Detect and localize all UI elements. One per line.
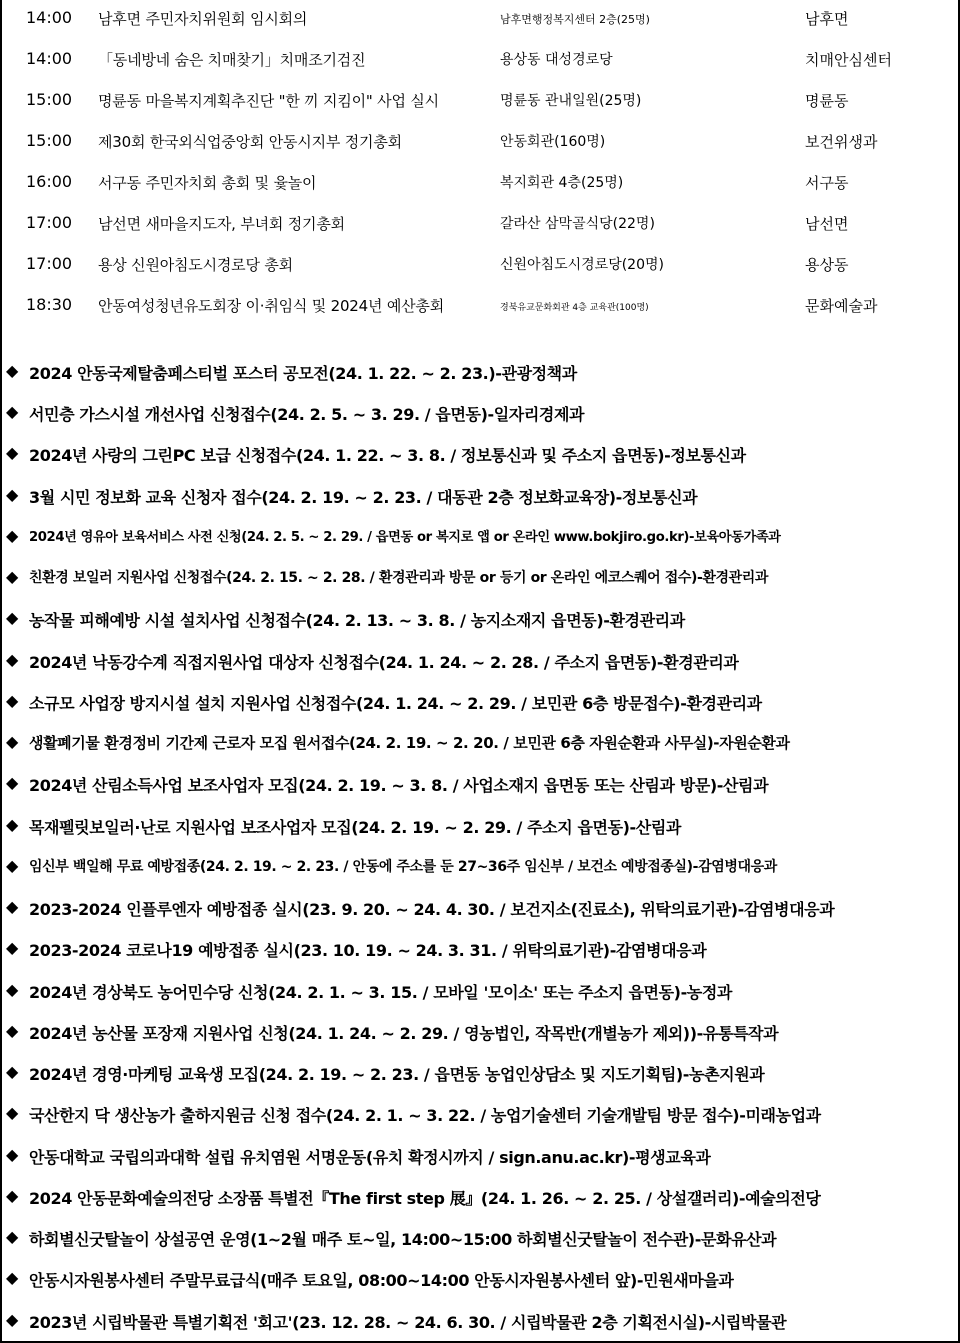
notice-text: 3월 시민 정보화 교육 신청자 접수(24. 2. 19. ~ 2. 23. / 대동관 2층 정보화교육장)-정보통신과 xyxy=(29,488,698,507)
notice-item xyxy=(6,433,956,474)
notice-text: 안동시자원봉사센터 주말무료급식(매주 토요일, 08:00~14:00 안동시자원봉사센터 앞)-민원새마을과 xyxy=(29,1271,734,1290)
schedule-place: 갈라산 삼막골식당(22명) xyxy=(500,216,655,232)
schedule-time: 14:00 xyxy=(26,8,73,27)
notice-text: 2024년 농산물 포장재 지원사업 신청(24. 1. 24. ~ 2. 29. / 영농법인, 작목반(개별농가 제외))-유통특작과 xyxy=(29,1024,779,1043)
schedule-place: 용상동 대성경로당 xyxy=(500,52,613,68)
schedule-row xyxy=(0,164,960,205)
diamond-bullet-icon: ◆ xyxy=(6,1186,19,1205)
notice-text: 2024년 영유아 보육서비스 사전 신청(24. 2. 5. ~ 2. 29. / 읍면동 or 복지로 앱 or 온라인 www.bokjiro.go.kr)-보육아동가족과 xyxy=(29,530,781,545)
schedule-time: 15:00 xyxy=(26,90,73,109)
schedule-place: 경북유교문화회관 4층 교육관(100명) xyxy=(500,303,649,313)
schedule-place: 복지회관 4층(25명) xyxy=(500,175,624,191)
notice-item xyxy=(6,392,956,433)
schedule-row xyxy=(0,123,960,164)
schedule-dept: 남선면 xyxy=(805,215,849,233)
diamond-bullet-icon: ◆ xyxy=(6,1062,19,1081)
notice-item xyxy=(6,351,956,392)
notice-item xyxy=(6,1300,956,1341)
notice-text: 2024년 경영·마케팅 교육생 모집(24. 2. 19. ~ 2. 23. / 읍면동 농업인상담소 및 지도기획팀)-농촌지원과 xyxy=(29,1065,765,1084)
schedule-row xyxy=(0,287,960,328)
notice-item xyxy=(6,1052,956,1093)
diamond-bullet-icon: ◆ xyxy=(6,567,19,586)
diamond-bullet-icon: ◆ xyxy=(6,608,19,627)
schedule-event: 안동여성청년유도회장 이·취임식 및 2024년 예산총회 xyxy=(98,297,445,315)
diamond-bullet-icon: ◆ xyxy=(6,815,19,834)
schedule-dept: 명륜동 xyxy=(805,92,849,110)
notice-text: 안동대학교 국립의과대학 설립 유치염원 서명운동(유치 확정시까지 / sign.anu.ac.kr)-평생교육과 xyxy=(29,1148,711,1167)
notice-text: 2023-2024 코로나19 예방접종 실시(23. 10. 19. ~ 24. 3. 31. / 위탁의료기관)-감염병대응과 xyxy=(29,941,707,960)
notice-text: 농작물 피해예방 시설 설치사업 신청접수(24. 2. 13. ~ 3. 8. / 농지소재지 읍면동)-환경관리과 xyxy=(29,611,685,630)
schedule-event: 명륜동 마을복지계획추진단 "한 끼 지킴이" 사업 실시 xyxy=(98,92,439,110)
schedule-time: 15:00 xyxy=(26,131,73,150)
schedule-row xyxy=(0,0,960,41)
schedule-place: 신원아침도시경로당(20명) xyxy=(500,257,664,273)
diamond-bullet-icon: ◆ xyxy=(6,1227,19,1246)
notice-item xyxy=(6,1258,956,1299)
schedule-dept: 서구동 xyxy=(805,174,849,192)
schedule-row xyxy=(0,205,960,246)
diamond-bullet-icon: ◆ xyxy=(6,1310,19,1329)
schedule-event: 제30회 한국외식업중앙회 안동시지부 정기총회 xyxy=(98,133,402,151)
diamond-bullet-icon: ◆ xyxy=(6,691,19,710)
schedule-time: 17:00 xyxy=(26,254,73,273)
notice-item xyxy=(6,1217,956,1258)
schedule-event: 남선면 새마을지도자, 부녀회 정기총회 xyxy=(98,215,345,233)
schedule-place: 남후면행정복지센터 2층(25명) xyxy=(500,13,650,26)
schedule-dept: 용상동 xyxy=(805,256,849,274)
notice-text: 생활폐기물 환경정비 기간제 근로자 모집 원서접수(24. 2. 19. ~ 2. 20. / 보민관 6층 자원순환과 사무실)-자원순환과 xyxy=(29,734,790,752)
diamond-bullet-icon: ◆ xyxy=(6,1103,19,1122)
notice-item xyxy=(6,887,956,928)
notice-text: 목재펠릿보일러·난로 지원사업 보조사업자 모집(24. 2. 19. ~ 2. 29. / 주소지 읍면동)-산림과 xyxy=(29,818,681,837)
notice-text: 2024년 낙동강수계 직접지원사업 대상자 신청접수(24. 1. 24. ~ 2. 28. / 주소지 읍면동)-환경관리과 xyxy=(29,653,739,672)
notice-text: 친환경 보일러 지원사업 신청접수(24. 2. 15. ~ 2. 28. / 환경관리과 방문 or 등기 or 온라인 에코스퀘어 접수)-환경관리과 xyxy=(29,570,768,586)
schedule-event: 남후면 주민자치위원회 임시회의 xyxy=(98,10,308,28)
schedule-time: 17:00 xyxy=(26,213,73,232)
notice-text: 서민층 가스시설 개선사업 신청접수(24. 2. 5. ~ 3. 29. / 읍면동)-일자리경제과 xyxy=(29,405,585,424)
diamond-bullet-icon: ◆ xyxy=(6,402,19,421)
schedule-dept: 문화예술과 xyxy=(805,297,878,315)
diamond-bullet-icon: ◆ xyxy=(6,773,19,792)
schedule-row xyxy=(0,246,960,287)
schedule-time: 14:00 xyxy=(26,49,73,68)
notice-text: 2024 안동국제탈춤페스티벌 포스터 공모전(24. 1. 22. ~ 2. 23.)-관광정책과 xyxy=(29,364,577,383)
schedule-row xyxy=(0,41,960,82)
schedule-time: 16:00 xyxy=(26,172,73,191)
notice-text: 국산한지 닥 생산농가 출하지원금 신청 접수(24. 2. 1. ~ 3. 22. / 농업기술센터 기술개발팀 방문 접수)-미래농업과 xyxy=(29,1106,821,1125)
schedule-dept: 남후면 xyxy=(805,10,849,28)
schedule-event: 「동네방네 숨은 치매찾기」치매조기검진 xyxy=(98,51,366,69)
schedule-dept: 보건위생과 xyxy=(805,133,878,151)
notice-text: 하회별신굿탈놀이 상설공연 운영(1~2월 매주 토~일, 14:00~15:00 하회별신굿탈놀이 전수관)-문화유산과 xyxy=(29,1230,777,1249)
notice-text: 임신부 백일해 무료 예방접종(24. 2. 19. ~ 2. 23. / 안동에 주소를 둔 27~36주 임신부 / 보건소 예방접종실)-감염병대응과 xyxy=(29,859,777,875)
notice-item xyxy=(6,805,956,846)
diamond-bullet-icon: ◆ xyxy=(6,732,19,751)
schedule-time: 18:30 xyxy=(26,295,73,314)
notice-item xyxy=(6,475,956,516)
notice-item xyxy=(6,1135,956,1176)
notice-item xyxy=(6,681,956,722)
notice-item xyxy=(6,1011,956,1052)
notice-item xyxy=(6,722,956,763)
schedule-event: 용상 신원아침도시경로당 총회 xyxy=(98,256,293,274)
schedule-event: 서구동 주민자치회 총회 및 윷놀이 xyxy=(98,174,317,192)
notice-item xyxy=(6,516,956,557)
notice-item xyxy=(6,1176,956,1217)
diamond-bullet-icon: ◆ xyxy=(6,897,19,916)
notice-text: 소규모 사업장 방지시설 설치 지원사업 신청접수(24. 1. 24. ~ 2. 29. / 보민관 6층 방문접수)-환경관리과 xyxy=(29,694,762,713)
notice-text: 2024년 산림소득사업 보조사업자 모집(24. 2. 19. ~ 3. 8. / 사업소재지 읍면동 또는 산림과 방문)-산림과 xyxy=(29,776,769,795)
notice-item xyxy=(6,640,956,681)
diamond-bullet-icon: ◆ xyxy=(6,443,19,462)
diamond-bullet-icon: ◆ xyxy=(6,980,19,999)
schedule-dept: 치매안심센터 xyxy=(805,51,892,69)
diamond-bullet-icon: ◆ xyxy=(6,1268,19,1287)
diamond-bullet-icon: ◆ xyxy=(6,1145,19,1164)
notice-text: 2024년 경상북도 농어민수당 신청(24. 2. 1. ~ 3. 15. / 모바일 '모이소' 또는 주소지 읍면동)-농정과 xyxy=(29,983,732,1002)
notice-item xyxy=(6,1093,956,1134)
schedule-row xyxy=(0,82,960,123)
notice-item xyxy=(6,763,956,804)
notice-item xyxy=(6,928,956,969)
notice-text: 2024년 사랑의 그린PC 보급 신청접수(24. 1. 22. ~ 3. 8. / 정보통신과 및 주소지 읍면동)-정보통신과 xyxy=(29,446,746,465)
notice-item xyxy=(6,557,956,598)
diamond-bullet-icon: ◆ xyxy=(6,485,19,504)
notice-text: 2024 안동문화예술의전당 소장품 특별전『The first step 展』(24. 1. 26. ~ 2. 25. / 상설갤러리)-예술의전당 xyxy=(29,1189,821,1208)
diamond-bullet-icon: ◆ xyxy=(6,856,19,875)
notice-text: 2023년 시립박물관 특별기획전 '회고'(23. 12. 28. ~ 24. 6. 30. / 시립박물관 2층 기획전시실)-시립박물관 xyxy=(29,1313,787,1332)
diamond-bullet-icon: ◆ xyxy=(6,361,19,380)
notice-text: 2023-2024 인플루엔자 예방접종 실시(23. 9. 20. ~ 24. 4. 30. / 보건지소(진료소), 위탁의료기관)-감염병대응과 xyxy=(29,900,835,919)
diamond-bullet-icon: ◆ xyxy=(6,650,19,669)
schedule-place: 명륜동 관내일원(25명) xyxy=(500,93,642,109)
notice-item xyxy=(6,970,956,1011)
diamond-bullet-icon: ◆ xyxy=(6,938,19,957)
schedule-place: 안동회관(160명) xyxy=(500,134,606,150)
notice-item xyxy=(6,846,956,887)
diamond-bullet-icon: ◆ xyxy=(6,1021,19,1040)
diamond-bullet-icon: ◆ xyxy=(6,526,19,545)
notice-item xyxy=(6,598,956,639)
